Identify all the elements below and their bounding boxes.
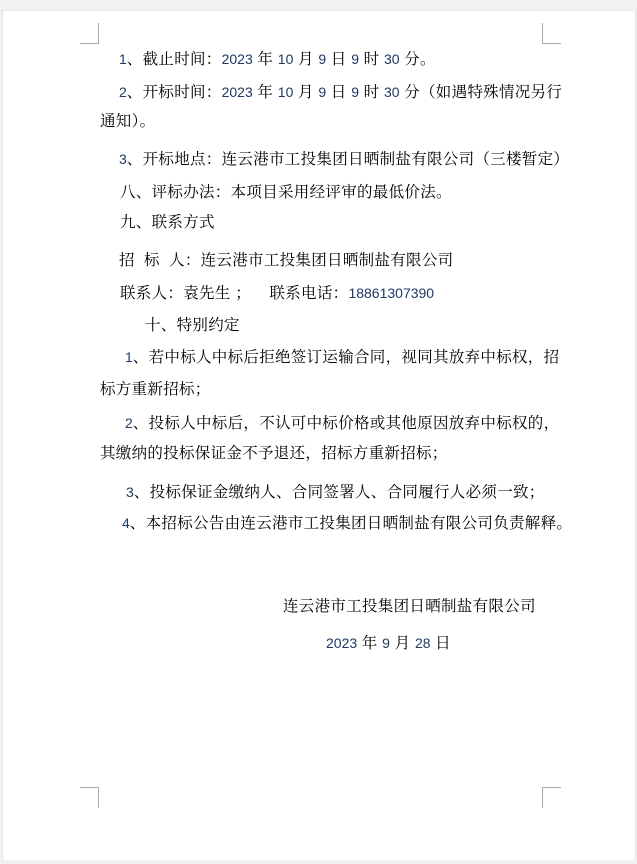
margin-corner-mark-top-left — [80, 23, 99, 44]
line-term-1-part-2: 标方重新招标； — [100, 381, 211, 398]
line-term-4: 4、本招标公告由连云港市工投集团日晒制盐有限公司负责解释。 — [122, 515, 573, 532]
line-opening-time-1: 2、开标时间：2023 年 10 月 9 日 9 时 30 分（如遇特殊情况另行 — [119, 84, 563, 101]
document-page[interactable] — [2, 10, 636, 861]
line-term-2-part-2: 其缴纳的投标保证金不予退还，招标方重新招标； — [100, 445, 448, 462]
line-tenderee: 招 标 人：连云港市工投集团日晒制盐有限公司 — [119, 252, 454, 269]
line-term-2-part-1: 2、投标人中标后，不认可中标价格或其他原因放弃中标权的， — [125, 415, 560, 432]
line-deadline-time: 1、截止时间：2023 年 10 月 9 日 9 时 30 分。 — [119, 51, 436, 68]
line-evaluation-method: 八、评标办法：本项目采用经评审的最低价法。 — [120, 184, 452, 201]
line-opening-time-2: 通知）。 — [100, 113, 156, 130]
margin-corner-mark-bottom-left — [80, 787, 99, 808]
margin-corner-mark-top-right — [542, 23, 561, 44]
line-opening-location: 3、开标地点：连云港市工投集团日晒制盐有限公司（三楼暂定） — [119, 151, 570, 168]
line-signature-company: 连云港市工投集团日晒制盐有限公司 — [283, 598, 536, 615]
line-term-1-part-1: 1、若中标人中标后拒绝签订运输合同，视同其放弃中标权，招 — [125, 349, 560, 366]
line-special-terms-heading: 十、特别约定 — [145, 317, 240, 334]
line-signature-date: 2023 年 9 月 28 日 — [326, 635, 451, 652]
page-gap-bottom — [0, 860, 637, 864]
page-gap-top — [0, 0, 637, 10]
line-contact-person: 联系人：袁先生 ； 联系电话：18861307390 — [120, 285, 435, 302]
margin-corner-mark-bottom-right — [542, 787, 561, 808]
line-contact-heading: 九、联系方式 — [120, 214, 215, 231]
line-term-3: 3、投标保证金缴纳人、合同签署人、合同履行人必须一致； — [126, 484, 545, 501]
